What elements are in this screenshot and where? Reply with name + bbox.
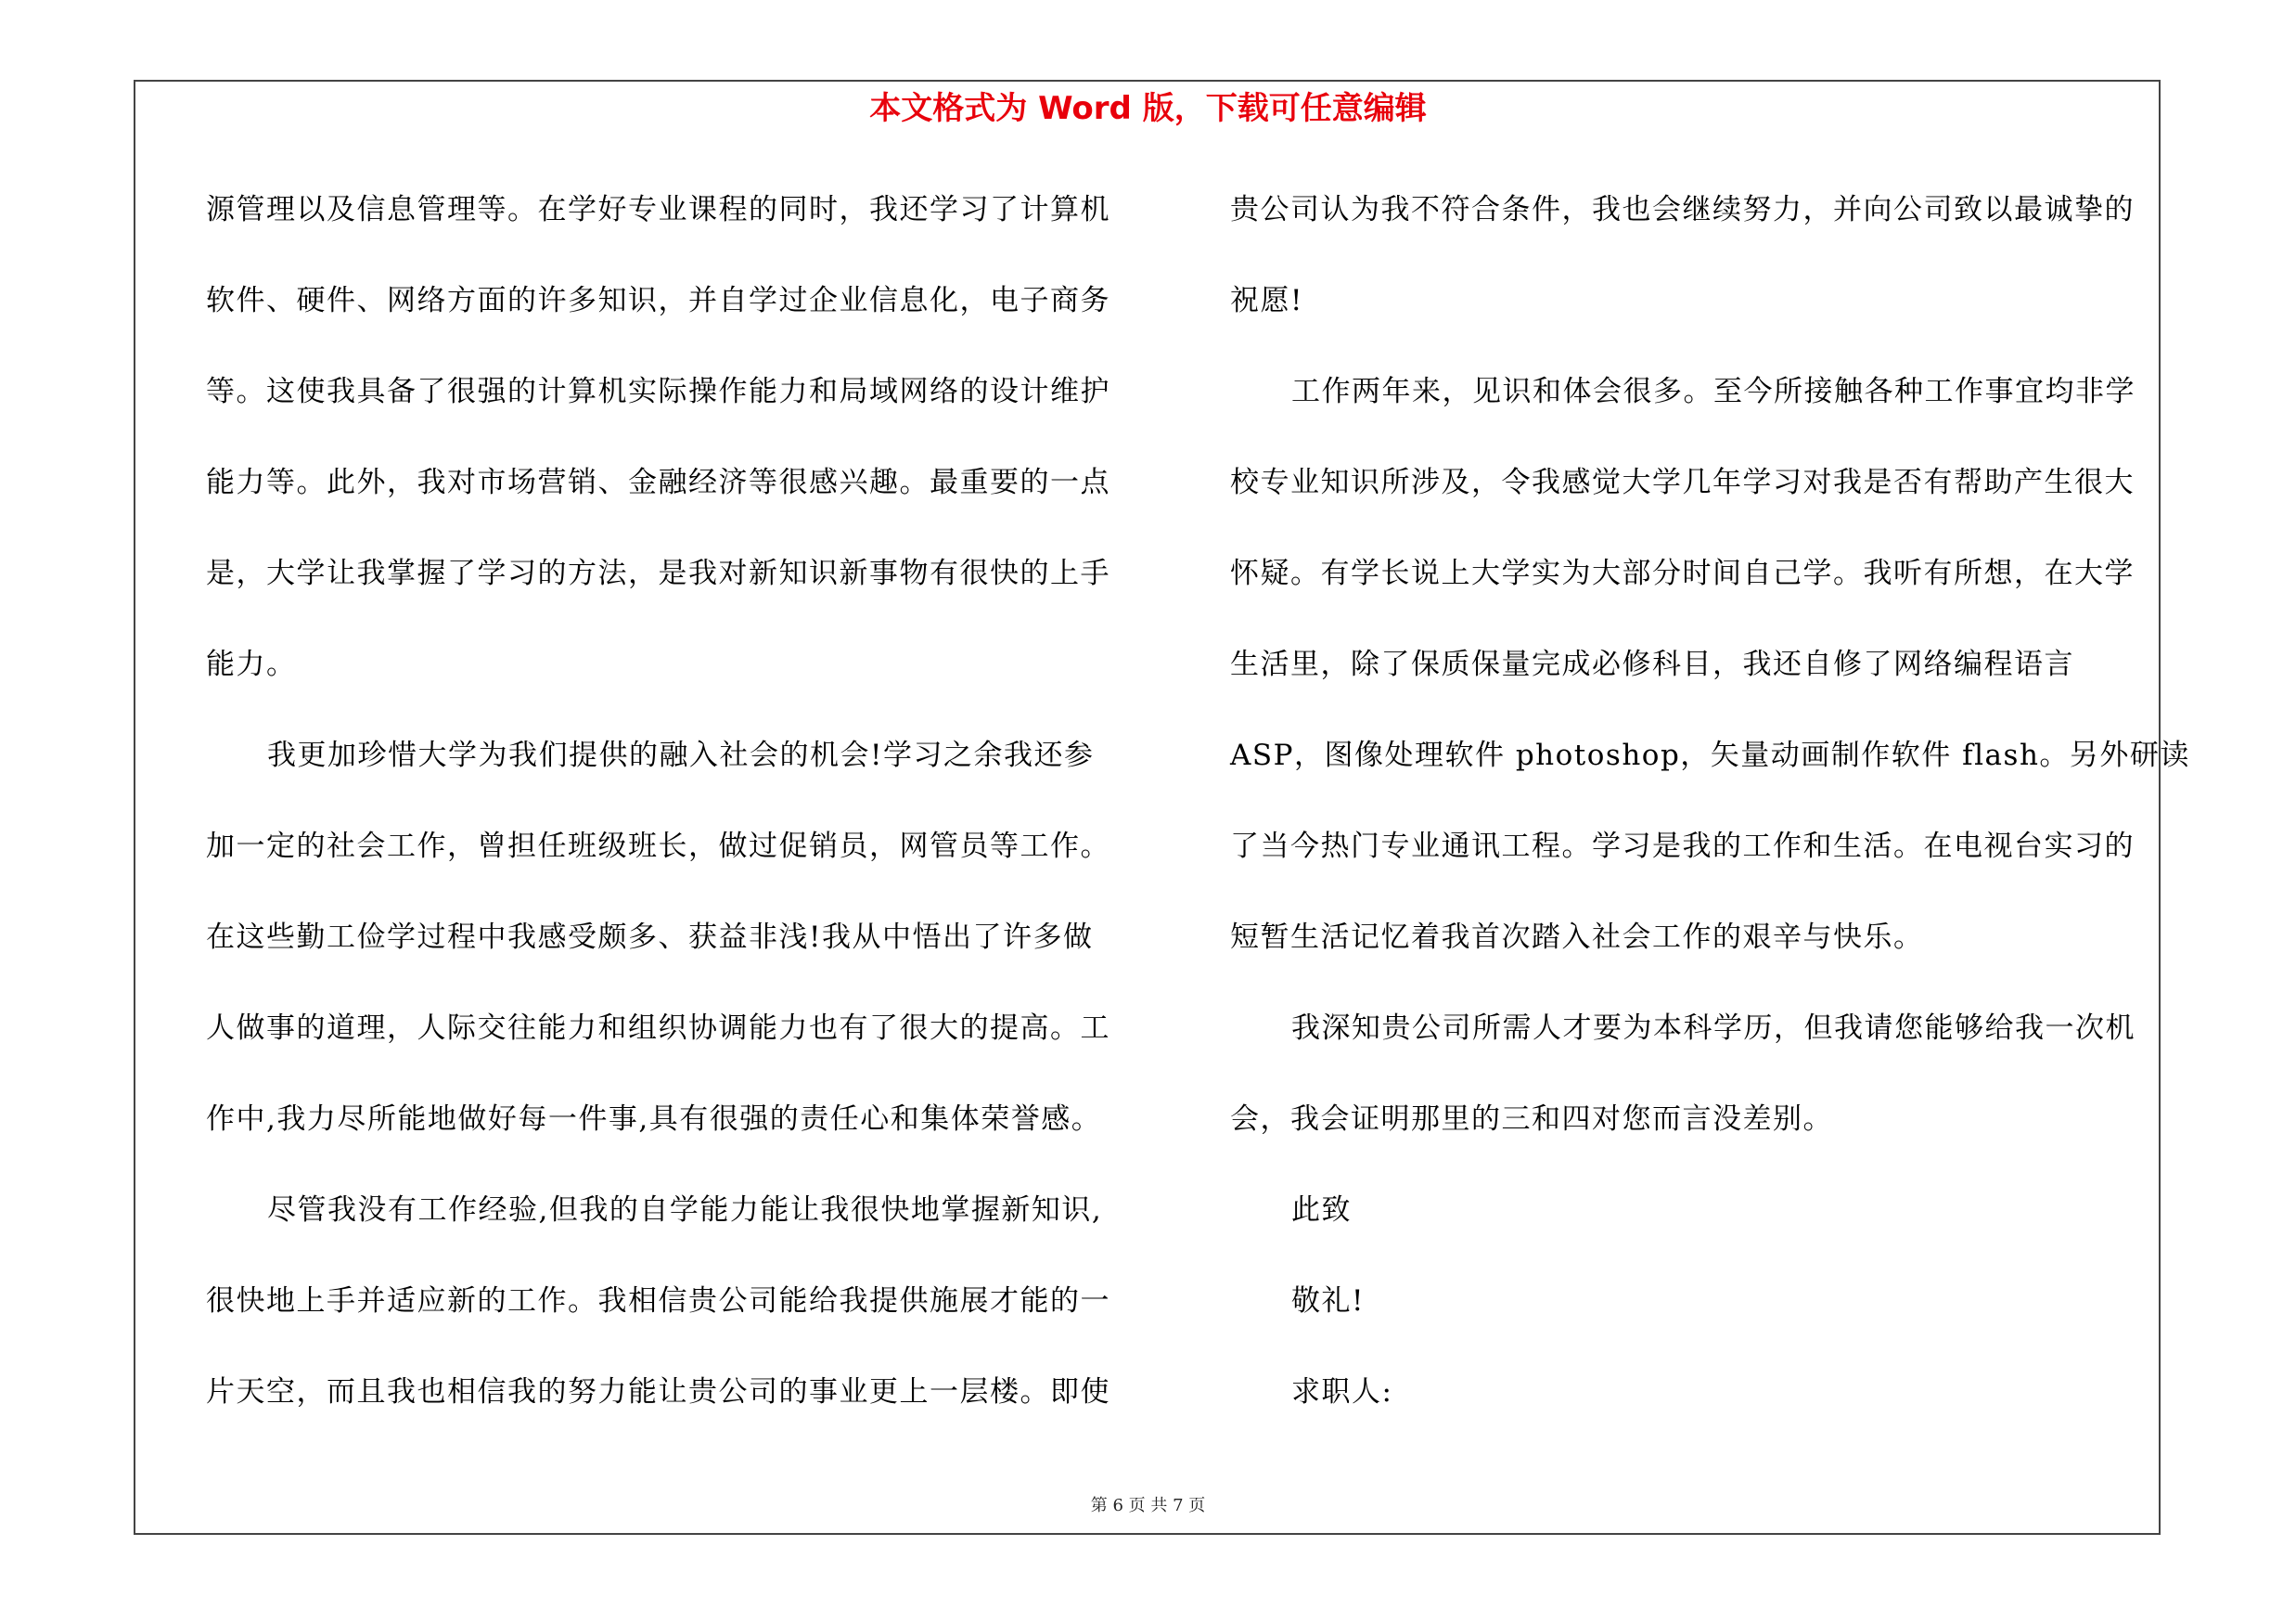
closing-salutation: 此致: [1291, 1193, 1352, 1227]
text-line: 尽管我没有工作经验,但我的自学能力能让我很快地掌握新知识,: [267, 1193, 1103, 1227]
text-line: 片天空，而且我也相信我的努力能让贵公司的事业更上一层楼。即使: [206, 1375, 1110, 1409]
text-line: 贵公司认为我不符合条件，我也会继续努力，并向公司致以最诚挚的: [1230, 193, 2135, 226]
text-line: 是，大学让我掌握了学习的方法，是我对新知识新事物有很快的上手: [206, 557, 1110, 590]
right-column: [1230, 184, 2190, 1457]
text-line: 等。这使我具备了很强的计算机实际操作能力和局域网络的设计维护: [206, 375, 1110, 408]
text-line: 会，我会证明那里的三和四对您而言没差别。: [1230, 1102, 1833, 1136]
text-line: 能力等。此外，我对市场营销、金融经济等很感兴趣。最重要的一点: [206, 466, 1110, 499]
page-number: 第 6 页 共 7 页: [1090, 1496, 1206, 1515]
text-line: ASP，图像处理软件 photoshop，矢量动画制作软件 flash。另外研读: [1230, 739, 2190, 772]
text-line: 怀疑。有学长说上大学实为大部分时间自己学。我听有所想，在大学: [1230, 557, 2135, 590]
applicant-signature-label: 求职人:: [1291, 1375, 1393, 1409]
text-line: 校专业知识所涉及，令我感觉大学几年学习对我是否有帮助产生很大: [1230, 466, 2135, 499]
text-line: 了当今热门专业通讯工程。学习是我的工作和生活。在电视台实习的: [1230, 830, 2135, 863]
text-line: 很快地上手并适应新的工作。我相信贵公司能给我提供施展才能的一: [206, 1284, 1110, 1318]
text-line: 作中,我力尽所能地做好每一件事,具有很强的责任心和集体荣誉感。: [206, 1102, 1102, 1136]
text-line: 在这些勤工俭学过程中我感受颇多、获益非浅!我从中悟出了许多做: [206, 921, 1094, 954]
format-banner: 本文格式为 Word 版，下载可任意编辑: [869, 90, 1427, 127]
text-line: 人做事的道理，人际交往能力和组织协调能力也有了很大的提高。工: [206, 1011, 1110, 1045]
text-line: 生活里，除了保质保量完成必修科目，我还自修了网络编程语言: [1230, 648, 2074, 681]
text-line: 我深知贵公司所需人才要为本科学历，但我请您能够给我一次机: [1291, 1011, 2136, 1045]
text-line: 源管理以及信息管理等。在学好专业课程的同时，我还学习了计算机: [206, 193, 1110, 226]
text-line: 能力。: [206, 648, 297, 681]
text-line: 工作两年来，见识和体会很多。至今所接触各种工作事宜均非学: [1291, 375, 2136, 408]
text-line: 祝愿!: [1230, 284, 1303, 317]
closing-regards: 敬礼!: [1291, 1284, 1365, 1318]
text-line: 加一定的社会工作，曾担任班级班长，做过促销员，网管员等工作。: [206, 830, 1110, 863]
left-column: [206, 184, 1134, 1457]
text-line: 软件、硬件、网络方面的许多知识，并自学过企业信息化，电子商务: [206, 284, 1110, 317]
text-line: 短暂生活记忆着我首次踏入社会工作的艰辛与快乐。: [1230, 921, 1924, 954]
text-line: 我更加珍惜大学为我们提供的融入社会的机会!学习之余我还参: [267, 739, 1095, 772]
